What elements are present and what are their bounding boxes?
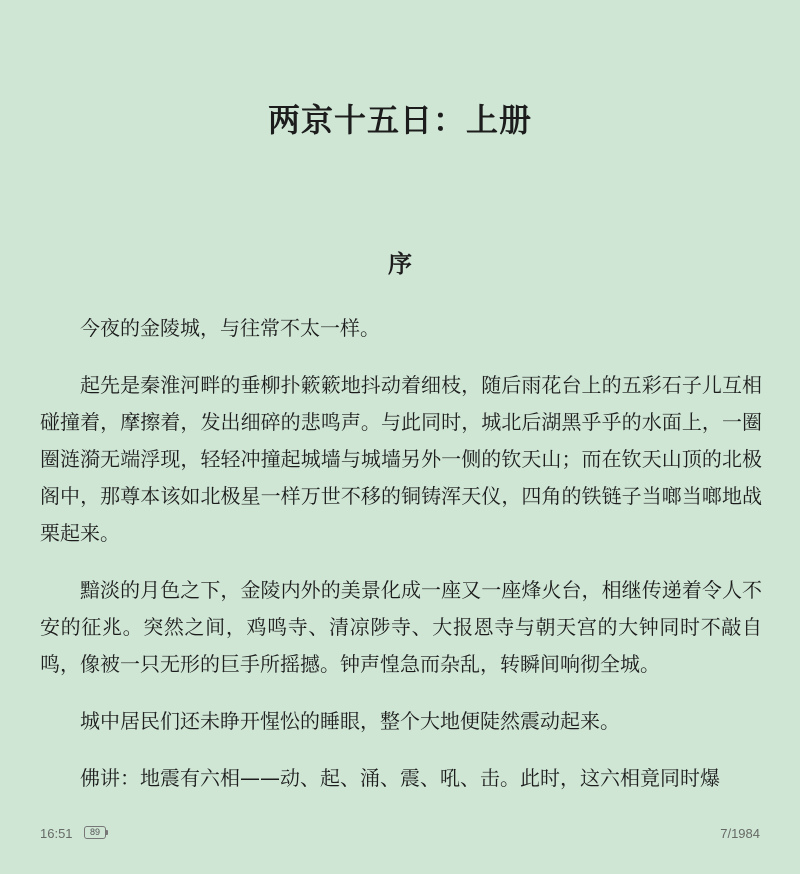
reader-status-bar [40,824,760,844]
paragraph: 佛讲：地震有六相——动、起、涌、震、吼、击。此时，这六相竟同时爆 [80,766,720,790]
page-number: 7/1984 [720,826,760,841]
paragraph: 城中居民们还未睁开惺忪的睡眼，整个大地便陡然震动起来。 [80,709,620,733]
clock-time: 16:51 [40,826,73,841]
chapter-title: 序 [388,250,412,278]
paragraph: 起先是秦淮河畔的垂柳扑簌簌地抖动着细枝，随后雨花台上的五彩石子儿互相碰撞着，摩擦着，发出细碎的悲鸣声。与此同时，城北后湖黑乎乎的水面上，一圈圈涟漪无端浮现，轻轻冲撞起城墙与城墙另外一侧的钦天山；而在钦天山顶的北极阁中，那尊本该如北极星一样万世不移的铜铸浑天仪，四角的铁链子当啷当啷地战栗起来。 [40,373,762,545]
book-title: 两京十五日：上册 [267,101,532,139]
paragraph: 今夜的金陵城，与往常不太一样。 [80,316,380,340]
chapter-content [40,310,762,817]
battery-icon: 89 [84,826,106,839]
paragraph: 黯淡的月色之下，金陵内外的美景化成一座又一座烽火台，相继传递着令人不安的征兆。突然之间，鸡鸣寺、清凉陟寺、大报恩寺与朝天宫的大钟同时不敲自鸣，像被一只无形的巨手所摇撼。钟声惶急而杂乱，转瞬间响彻全城。 [40,578,762,676]
